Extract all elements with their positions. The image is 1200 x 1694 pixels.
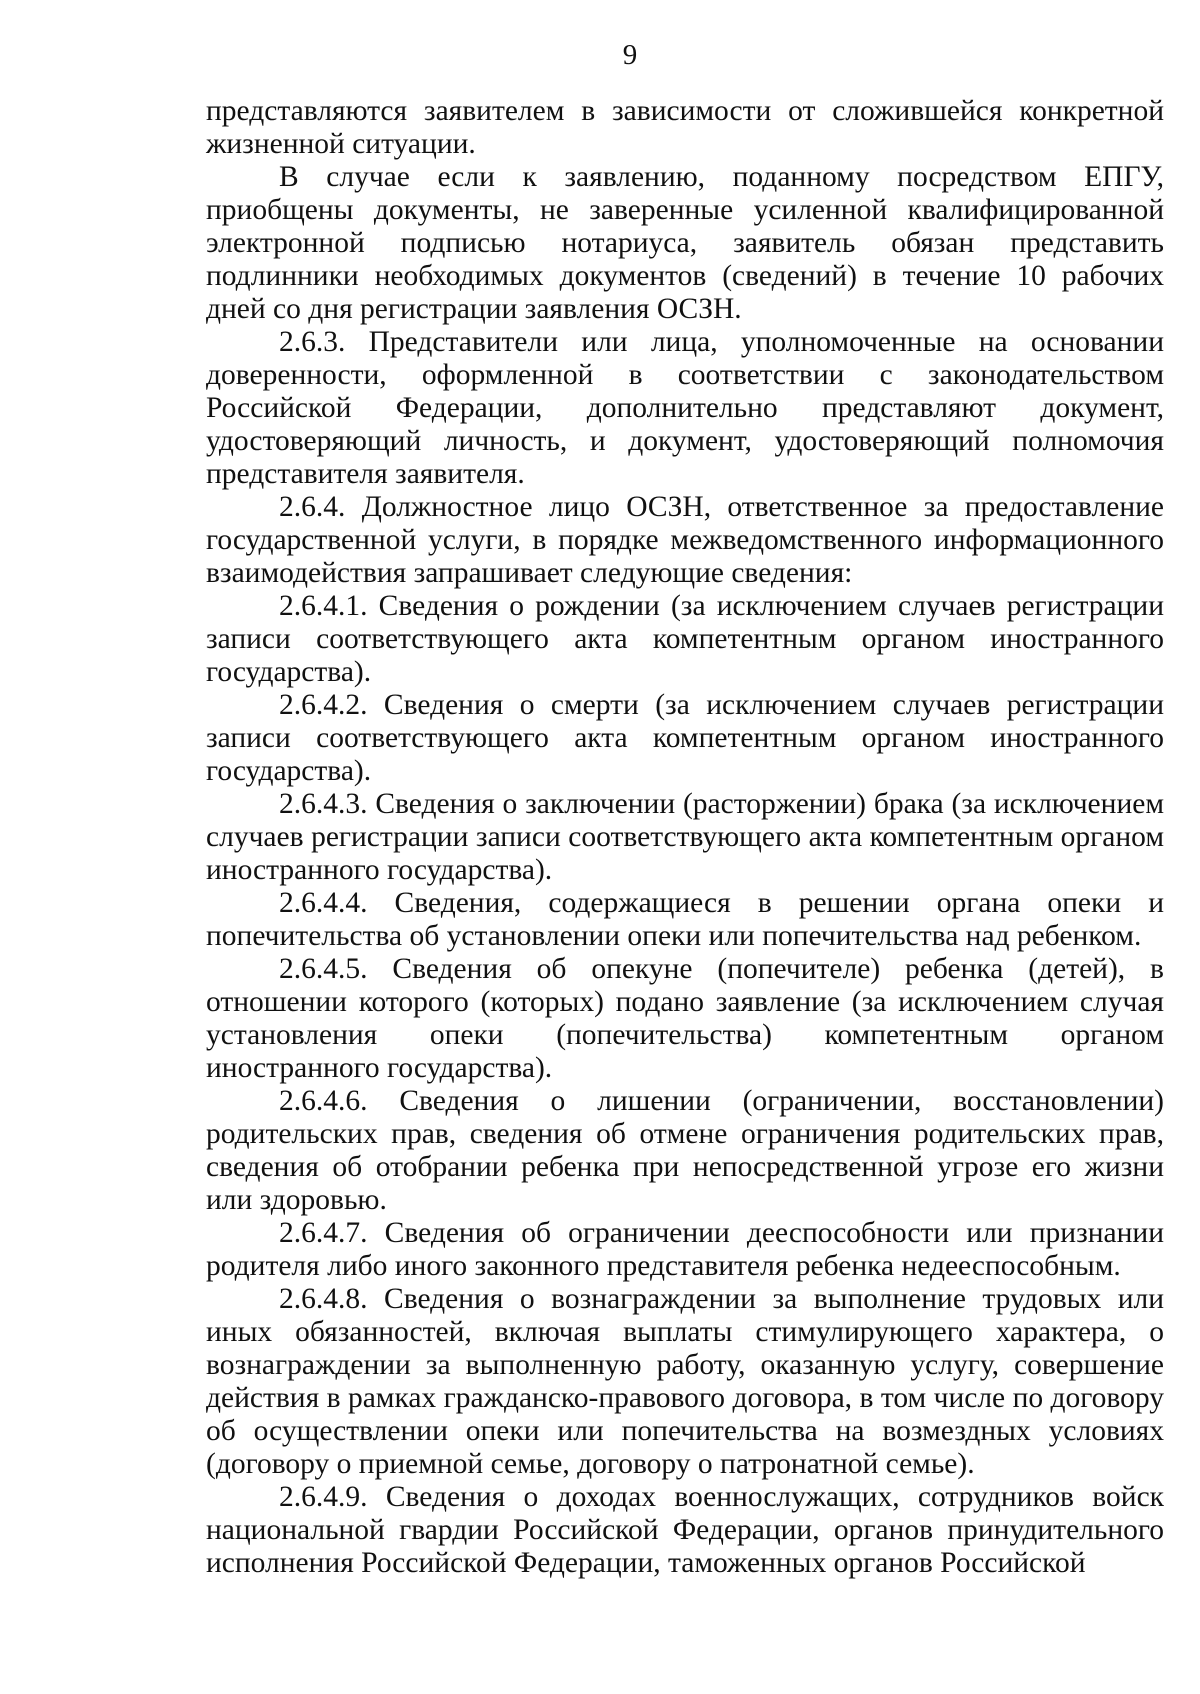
paragraph-2-6-4-6: 2.6.4.6. Сведения о лишении (ограничении, восстановлении) родительских прав, сведения об отмене ограничения родительских прав, сведения об отобрании ребенка при непосредственной угрозе его жизни или здоровью. bbox=[206, 1085, 1164, 1216]
paragraph-2-6-4-1: 2.6.4.1. Сведения о рождении (за исключением случаев регистрации записи соответствующего акта компетентным органом иностранного государства). bbox=[206, 590, 1164, 688]
paragraph-2-6-4-2: 2.6.4.2. Сведения о смерти (за исключением случаев регистрации записи соответствующего акта компетентным органом иностранного государства). bbox=[206, 689, 1164, 787]
paragraph-2-6-3: 2.6.3. Представители или лица, уполномоченные на основании доверенности, оформленной в соответствии с законодательством Российской Федерации, дополнительно представляют документ, удостоверяющий личность, и документ, удостоверяющий полномочия представителя заявителя. bbox=[206, 326, 1164, 490]
paragraph-2-6-4-7: 2.6.4.7. Сведения об ограничении дееспособности или признании родителя либо иного законного представителя ребенка недееспособным. bbox=[206, 1217, 1164, 1282]
paragraph-epgu-documents: В случае если к заявлению, поданному посредством ЕПГУ, приобщены документы, не заверенные усиленной квалифицированной электронной подписью нотариуса, заявитель обязан представить подлинники необходимых документов (сведений) в течение 10 рабочих дней со дня регистрации заявления ОСЗН. bbox=[206, 161, 1164, 325]
paragraph-2-6-4: 2.6.4. Должностное лицо ОСЗН, ответственное за предоставление государственной услуги, в порядке межведомственного информационного взаимодействия запрашивает следующие сведения: bbox=[206, 491, 1164, 589]
paragraph-2-6-4-8: 2.6.4.8. Сведения о вознаграждении за выполнение трудовых или иных обязанностей, включая выплаты стимулирующего характера, о вознаграждении за выполненную работу, оказанную услугу, совершение действия в рамках гражданско-правового договора, в том числе по договору об осуществлении опеки или попечительства на возмездных условиях (договору о приемной семье, договору о патронатной семье). bbox=[206, 1283, 1164, 1480]
document-body bbox=[206, 95, 1164, 1580]
paragraph-2-6-4-9: 2.6.4.9. Сведения о доходах военнослужащих, сотрудников войск национальной гвардии Российской Федерации, органов принудительного исполнения Российской Федерации, таможенных органов Российской bbox=[206, 1481, 1164, 1579]
paragraph-2-6-4-5: 2.6.4.5. Сведения об опекуне (попечителе) ребенка (детей), в отношении которого (которых) подано заявление (за исключением случая установления опеки (попечительства) компетентным органом иностранного государства). bbox=[206, 953, 1164, 1084]
page-number: 9 bbox=[622, 39, 638, 71]
paragraph-continuation: представляются заявителем в зависимости от сложившейся конкретной жизненной ситуации. bbox=[206, 95, 1164, 160]
paragraph-2-6-4-4: 2.6.4.4. Сведения, содержащиеся в решении органа опеки и попечительства об установлении опеки или попечительства над ребенком. bbox=[206, 887, 1164, 952]
paragraph-2-6-4-3: 2.6.4.3. Сведения о заключении (расторжении) брака (за исключением случаев регистрации записи соответствующего акта компетентным органом иностранного государства). bbox=[206, 788, 1164, 886]
